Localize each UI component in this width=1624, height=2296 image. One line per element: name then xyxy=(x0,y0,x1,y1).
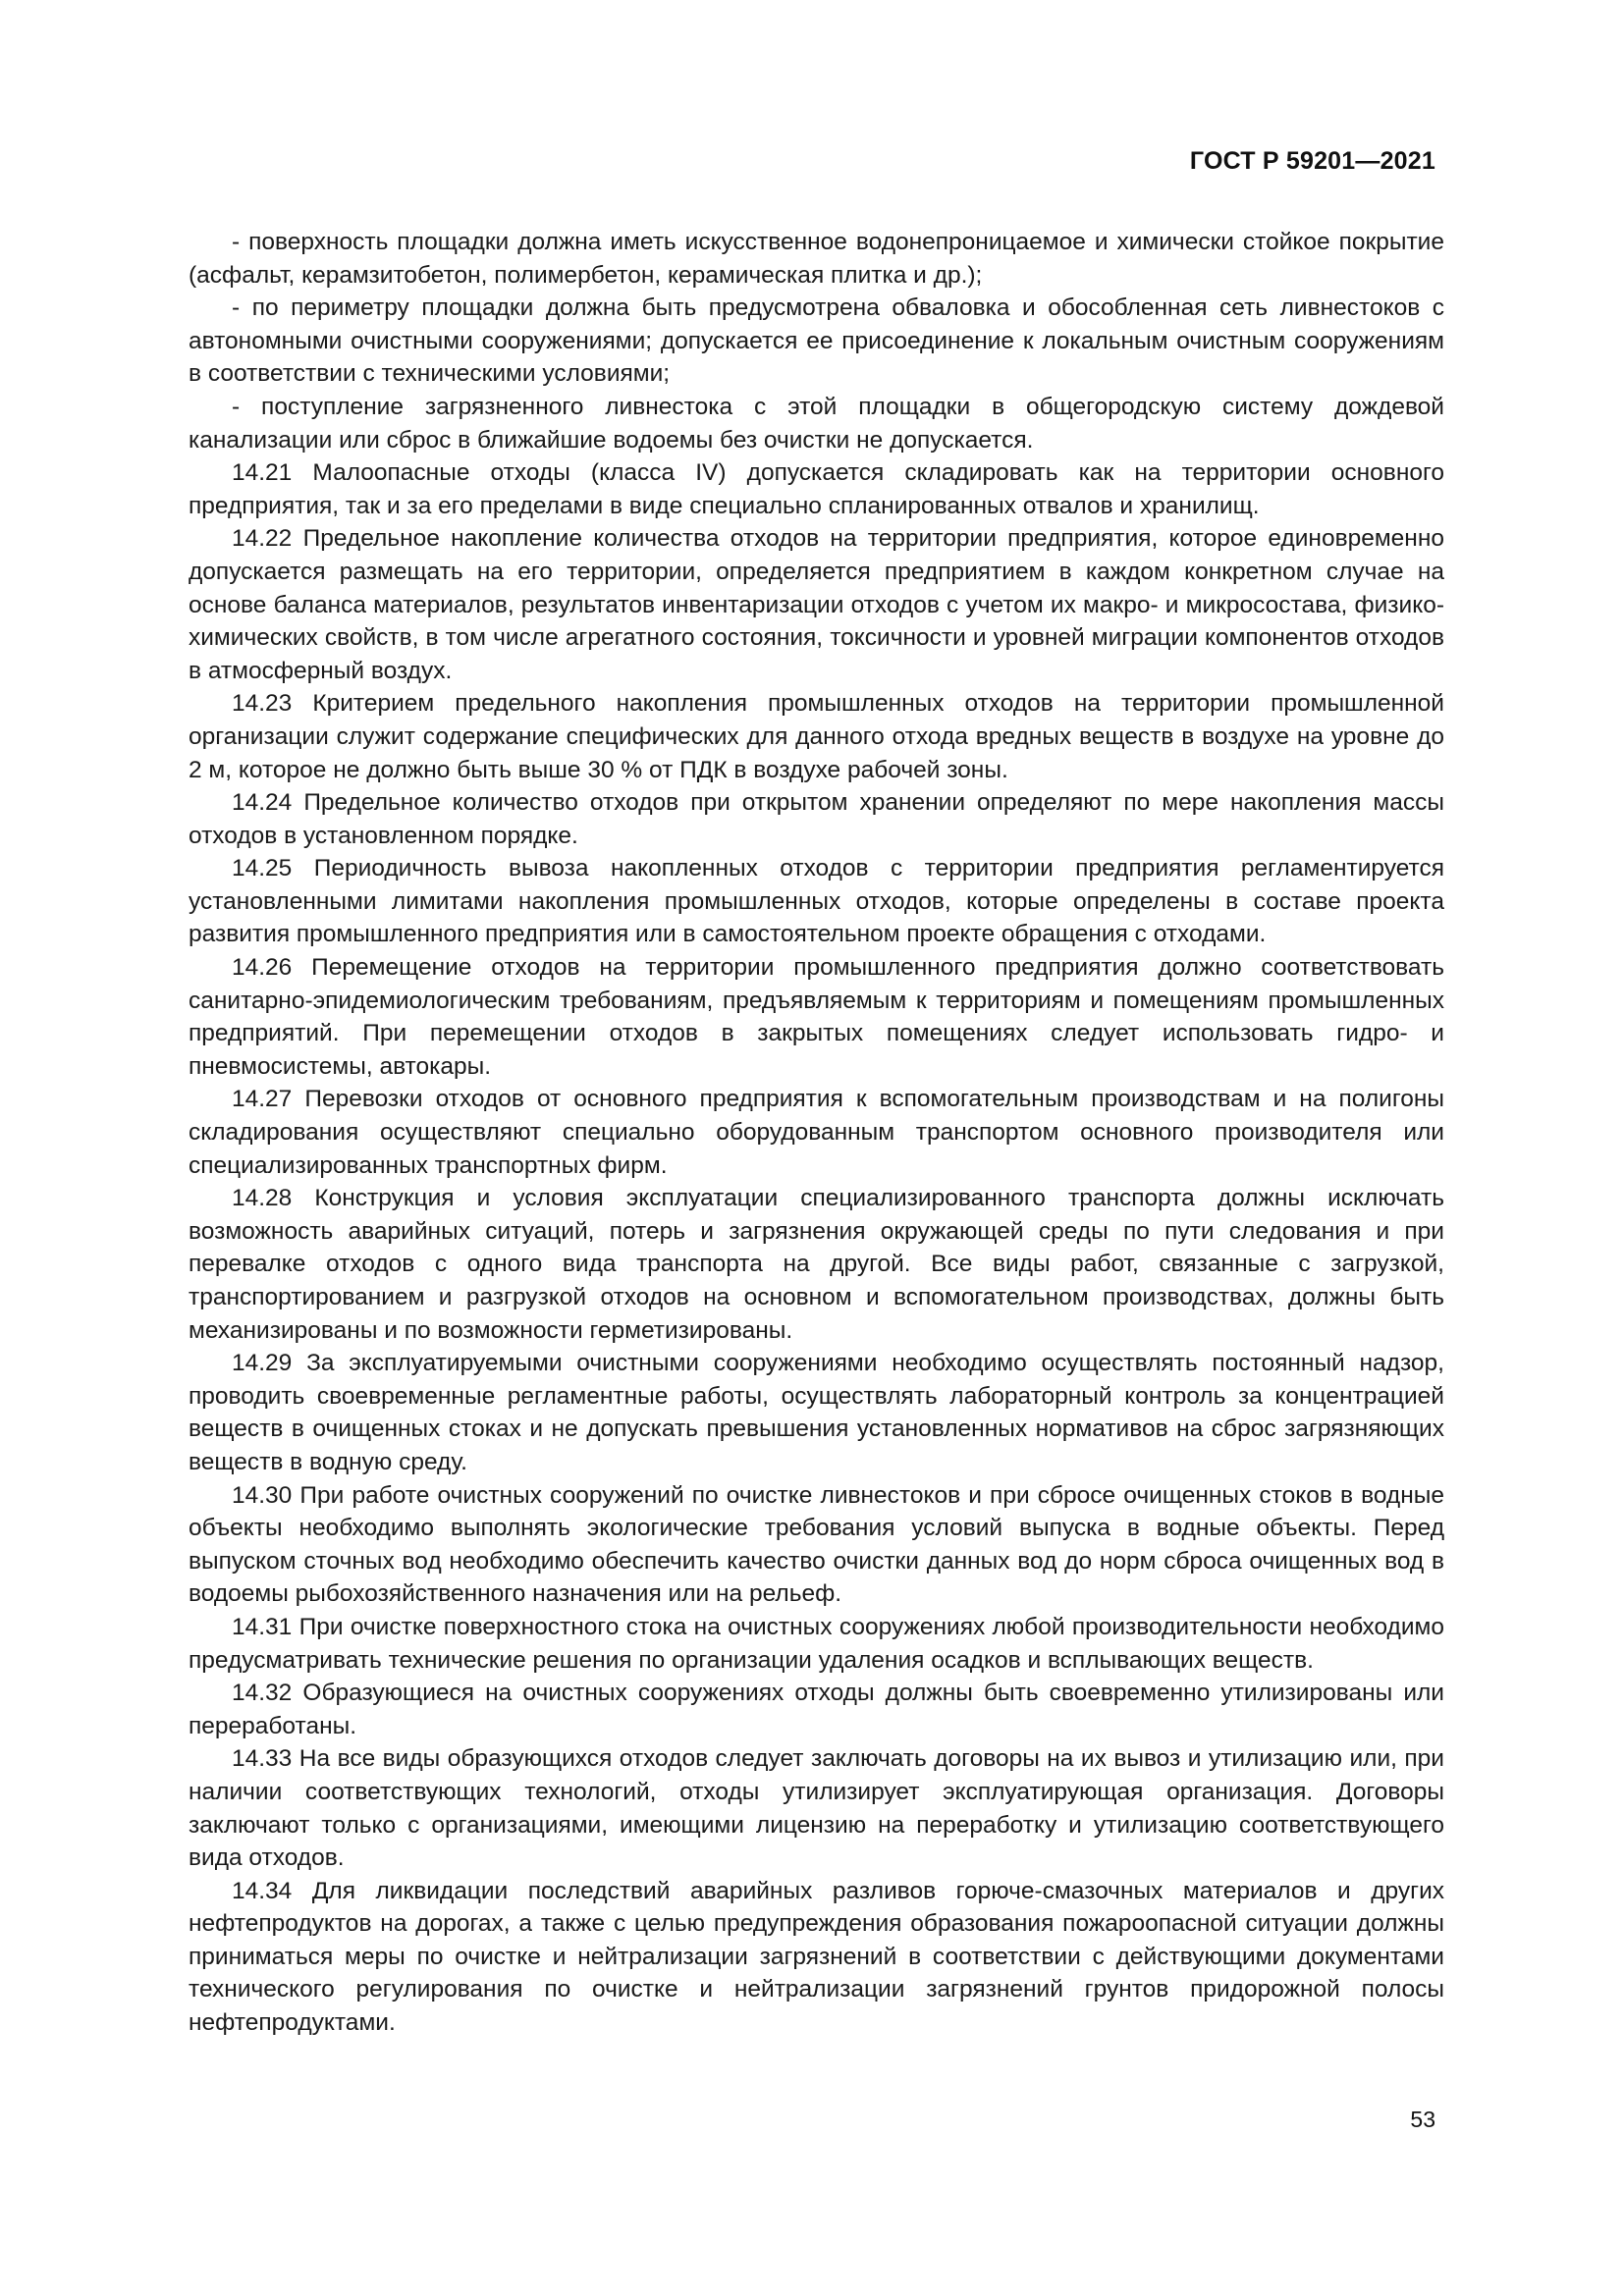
paragraph-14-34: 14.34 Для ликвидации последствий аварийных разливов горюче-смазочных материалов и других нефтепродуктов на дорогах, а также с целью предупреждения образования пожароопасной ситуации должны приниматься меры по очистке и нейтрализации загрязнений в соответствии с действующими документами технического регулирования по очистке и нейтрализации загрязнений грунтов придорожной полосы нефтепродуктами. xyxy=(189,1877,1444,2037)
paragraph-14-23: 14.23 Критерием предельного накопления промышленных отходов на территории промышленной организации служит содержание специфических для данного отхода вредных веществ в воздухе на уровне до 2 м, которое не должно быть выше 30 % от ПДК в воздухе рабочей зоны. xyxy=(189,690,1444,783)
paragraph-14-32: 14.32 Образующиеся на очистных сооружениях отходы должны быть своевременно утилизированы или переработаны. xyxy=(189,1680,1444,1739)
paragraph-stormwater-discharge: - поступление загрязненного ливнестока с этой площадки в общегородскую систему дождевой канализации или сброс в ближайшие водоемы без очистки не допускается. xyxy=(189,393,1444,454)
standard-header: ГОСТ Р 59201—2021 xyxy=(1189,147,1435,175)
paragraph-surface-coating: - поверхность площадки должна иметь искусственное водонепроницаемое и химически стойкое покрытие (асфальт, керамзитобетон, полимербетон, керамическая плитка и др.); xyxy=(189,229,1444,289)
paragraph-14-26: 14.26 Перемещение отходов на территории промышленного предприятия должно соответствовать санитарно-эпидемиологическим требованиям, предъявляемым к территориям и помещениям промышленных предприятий. При перемещении отходов в закрытых помещениях следует использовать гидро- и пневмосистемы, автокары. xyxy=(189,954,1444,1080)
paragraph-14-22: 14.22 Предельное накопление количества отходов на территории предприятия, которое единовременно допускается размещать на его территории, определяется предприятием в каждом конкретном случае на основе баланса материалов, результатов инвентаризации отходов с учетом их макро- и микросостава, физико-химических свойств, в том числе агрегатного состояния, токсичности и уровней миграции компонентов отходов в атмосферный воздух. xyxy=(189,525,1444,684)
paragraph-14-30: 14.30 При работе очистных сооружений по очистке ливнестоков и при сбросе очищенных стоков в водные объекты необходимо выполнять экологические требования условий выпуска в водные объекты. Перед выпуском сточных вод необходимо обеспечить качество очистки данных вод до норм сброса очищенных вод в водоемы рыбохозяйственного назначения или на рельеф. xyxy=(189,1481,1444,1608)
paragraph-14-24: 14.24 Предельное количество отходов при открытом хранении определяют по мере накопления массы отходов в установленном порядке. xyxy=(189,789,1444,849)
paragraph-14-33: 14.33 На все виды образующихся отходов следует заключать договоры на их вывоз и утилизацию или, при наличии соответствующих технологий, отходы утилизирует эксплуатирующая организация. Договоры заключают только с организациями, имеющими лицензию на переработку и утилизацию соответствующего вида отходов. xyxy=(189,1745,1444,1872)
paragraph-perimeter-drainage: - по периметру площадки должна быть предусмотрена обваловка и обособленная сеть ливнестоков с автономными очистными сооружениями; допускается ее присоединение к локальным очистным сооружениям в соответствии с техническими условиями; xyxy=(189,294,1444,388)
paragraph-14-27: 14.27 Перевозки отходов от основного предприятия к вспомогательным производствам и на полигоны складирования осуществляют специально оборудованным транспортом основного производителя или специализированных транспортных фирм. xyxy=(189,1086,1444,1179)
paragraph-14-25: 14.25 Периодичность вывоза накопленных отходов с территории предприятия регламентируется установленными лимитами накопления промышленных отходов, которые определены в составе проекта развития промышленного предприятия или в самостоятельном проекте обращения с отходами. xyxy=(189,855,1444,948)
paragraph-14-28: 14.28 Конструкция и условия эксплуатации специализированного транспорта должны исключать возможность аварийных ситуаций, потерь и загрязнения окружающей среды по пути следования и при перевалке отходов с одного вида транспорта на другой. Все виды работ, связанные с загрузкой, транспортированием и разгрузкой отходов на основном и вспомогательном производствах, должны быть механизированы и по возможности герметизированы. xyxy=(189,1185,1444,1344)
paragraph-14-31: 14.31 При очистке поверхностного стока на очистных сооружениях любой производительности необходимо предусматривать технические решения по организации удаления осадков и всплывающих веществ. xyxy=(189,1613,1444,1674)
paragraph-14-29: 14.29 За эксплуатируемыми очистными сооружениями необходимо осуществлять постоянный надзор, проводить своевременные регламентные работы, осуществлять лабораторный контроль за концентрацией веществ в очищенных стоках и не допускать превышения установленных нормативов на сброс загрязняющих веществ в водную среду. xyxy=(189,1350,1444,1475)
page-number: 53 xyxy=(1410,2107,1435,2132)
paragraph-14-21: 14.21 Малоопасные отходы (класса IV) допускается складировать как на территории основного предприятия, так и за его пределами в виде специально спланированных отвалов и хранилищ. xyxy=(189,459,1444,519)
document-body xyxy=(189,226,1444,2040)
